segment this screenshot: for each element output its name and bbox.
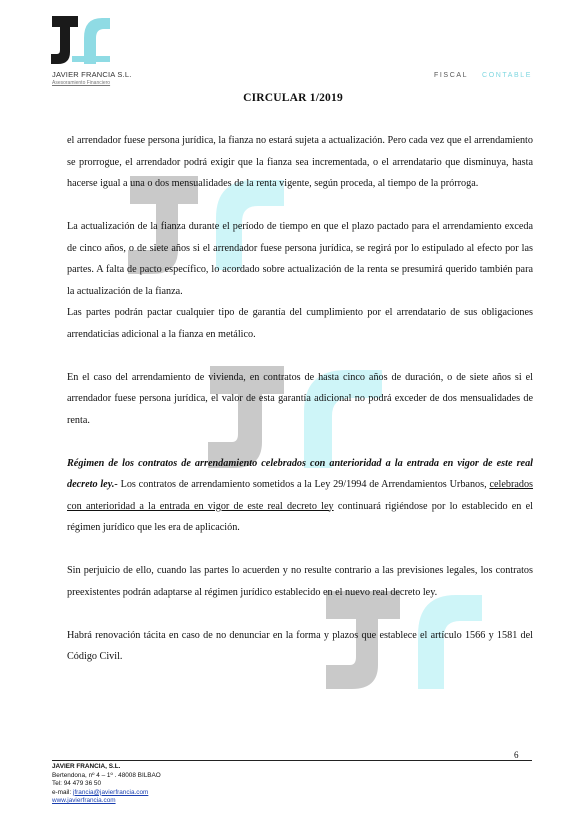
- paragraph: La actualización de la fianza durante el período de tiempo en que el plazo pactado para el arrendamiento exceda de cinco años, o de siete años si el arrendador fuese persona jurídica, se regirá por lo estipulado al efecto por las partes. A falta de pacto específico, lo acordado sobre actualización de la renta se presumirá querido también para la actualización de la fianza.: [67, 221, 533, 297]
- underlined-text: celebrados con anterioridad a la entrada en vigor de este real decreto ley: [67, 479, 534, 512]
- paragraph: Las partes podrán pactar cualquier tipo de garantía del cumplimiento por el arrendatario de sus obligaciones arrendaticias adicional a la fianza en metálico.: [67, 307, 533, 340]
- footer-phone: Tel: 94 479 36 50: [52, 780, 102, 788]
- paragraph: Habrá renovación tácita en caso de no denunciar en la forma y plazos que establece el artículo 1566 y 1581 del Código Civil.: [67, 629, 533, 662]
- paragraph-regimen: [67, 453, 533, 539]
- paragraph-text: Los contratos de arrendamiento sometidos a la Ley 29/1994 de Arrendamientos Urbanos,: [117, 479, 490, 490]
- paragraph: el arrendador fuese persona jurídica, la fianza no estará sujeta a actualización. Pero cada vez que el arrendamiento se prorrogue, el arrendador podrá exigir que la fianza sea incrementada, o el arrendatario que disminuya, hasta hacerse igual a una o dos mensualidades de la renta vigente, según proceda, al tiempo de la prórroga.: [67, 135, 533, 189]
- footer-company: JAVIER FRANCIA, S.L.: [52, 763, 121, 770]
- footer-divider: [52, 760, 532, 761]
- footer: [52, 763, 161, 806]
- paragraph: Sin perjuicio de ello, cuando las partes lo acuerden y no resulte contrario a las previsiones legales, los contratos preexistentes podrán adaptarse al régimen jurídico establecido en el nuevo real decreto ley.: [67, 565, 533, 598]
- company-logo: [50, 14, 160, 84]
- footer-email-line: [52, 789, 161, 798]
- footer-email-link[interactable]: jfrancia@javierfrancia.com: [72, 788, 149, 796]
- page-title: CIRCULAR 1/2019: [243, 92, 343, 104]
- footer-address: Bertendona, nº 4 – 1º . 48008 BILBAO: [52, 771, 161, 779]
- paragraph: En el caso del arrendamiento de vivienda, en contratos de hasta cinco años de duración, o de siete años si el arrendador fuese persona jurídica, el valor de esta garantía adicional no podrá exceder de dos mensualidades de renta.: [67, 371, 533, 426]
- logo-company-name: JAVIER FRANCIA S.L.: [52, 70, 132, 79]
- footer-email-label: e-mail:: [52, 788, 73, 796]
- section-heading: Régimen de los contratos de arrendamiento celebrados con anterioridad a la entrada en vigor de este real decreto ley.-: [67, 457, 533, 490]
- logo-tagline: Asesoramiento Financiero: [52, 80, 111, 86]
- document-body: [67, 130, 533, 668]
- service-contable: CONTABLE: [482, 72, 533, 79]
- logo-mark-icon: [50, 14, 112, 68]
- header-services: [434, 72, 532, 79]
- service-fiscal: FISCAL: [434, 72, 468, 79]
- page-number: 6: [514, 750, 519, 760]
- paragraph-text: continuará rigiéndose por lo establecido en el régimen jurídico que les era de aplicación.: [67, 500, 533, 533]
- footer-web-link[interactable]: www.javierfrancia.com: [52, 797, 116, 805]
